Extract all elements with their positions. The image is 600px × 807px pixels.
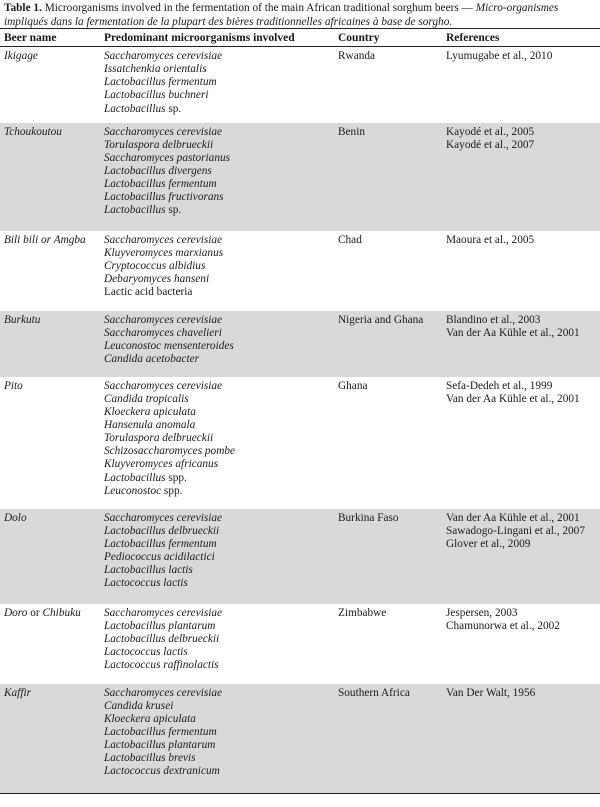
microorganism-name: Lactococcus lactis <box>104 645 188 658</box>
cell-beer-name <box>0 311 100 377</box>
cell-microorganisms <box>100 377 334 509</box>
cell-country: Nigeria and Ghana <box>334 311 442 377</box>
microorganism-name: Saccharomyces pastorianus <box>104 151 231 164</box>
cell-microorganisms <box>100 509 334 604</box>
microorganism-name: Kloeckera apiculata <box>104 405 196 418</box>
cell-beer-name <box>0 684 100 794</box>
cell-beer-name <box>0 231 100 311</box>
table-row <box>0 123 600 231</box>
table-container <box>0 28 600 794</box>
microorganism-item <box>104 445 334 458</box>
microorganism-name: Leuconostoc <box>104 484 162 497</box>
microorganism-name: Cryptococcus albidius <box>104 259 206 272</box>
microorganism-item <box>104 646 334 659</box>
cell-beer-name <box>0 47 100 123</box>
beer-name-text: Doro <box>4 606 28 619</box>
header-references: References <box>442 29 600 47</box>
microorganism-item <box>104 419 334 432</box>
microorganism-name: Candida tropicalis <box>104 392 189 405</box>
microorganism-item <box>104 620 334 633</box>
microorganism-suffix: sp. <box>165 204 182 217</box>
table-row <box>0 47 600 123</box>
microorganism-name: Lactobacillus delbrueckii <box>104 524 220 537</box>
cell-country: Ghana <box>338 379 368 392</box>
cell-microorganisms <box>100 47 334 123</box>
microorganism-item <box>104 607 334 620</box>
microorganism-name: Lactococcus raffinolactis <box>104 659 219 672</box>
microorganism-name: Saccharomyces cerevisiae <box>104 50 223 62</box>
reference-item: Chamunorwa et al., 2002 <box>446 619 560 632</box>
cell-beer-name <box>0 123 100 231</box>
microorganism-item <box>104 76 334 89</box>
caption-french: Micro-organismes impliqués dans la fermentation de la plupart des bières traditionnelles africaines à base de sorgho. <box>4 2 559 28</box>
microorganism-suffix: sp. <box>165 102 182 115</box>
microorganism-name: Lactobacillus delbrueckii <box>104 632 220 645</box>
beer-name-text: Chibuku <box>42 606 81 619</box>
microorganism-name: Lactobacillus fermentum <box>104 537 217 550</box>
microorganism-item <box>104 286 334 299</box>
cell-microorganisms <box>100 123 334 231</box>
microorganism-item <box>104 103 334 116</box>
reference-item: Kayodé et al., 2007 <box>446 138 535 151</box>
cell-country: Southern Africa <box>334 684 442 794</box>
microorganism-item <box>104 126 334 139</box>
table-row <box>0 311 600 377</box>
cell-microorganisms <box>100 604 334 684</box>
reference-item: Sawadogo-Lingani et al., 2007 <box>446 524 585 537</box>
cell-references <box>442 47 600 123</box>
microorganism-item <box>104 165 334 178</box>
microorganism-suffix: spp. <box>165 471 187 484</box>
microorganism-item <box>104 260 334 273</box>
microorganism-item <box>104 139 334 152</box>
beer-name-text: Burkutu <box>4 313 41 326</box>
cell-references <box>442 377 600 509</box>
microorganism-item <box>104 89 334 102</box>
cell-references <box>442 509 600 604</box>
beer-name-text: or <box>27 606 43 619</box>
table-row <box>0 231 600 311</box>
microorganism-item <box>104 380 334 393</box>
microorganism-name: Lactobacillus plantarum <box>104 739 216 752</box>
table-body <box>0 47 600 794</box>
table-row <box>0 684 600 794</box>
beer-name-text: Dolo <box>4 511 27 524</box>
microorganism-name: Lactobacillus plantarum <box>104 619 216 632</box>
microorganism-suffix: spp. <box>161 484 183 497</box>
microorganism-item <box>104 393 334 406</box>
microorganism-name: Lactobacillus lactis <box>104 564 193 577</box>
reference-item: Van Der Walt, 1956 <box>446 686 536 699</box>
microorganism-item <box>104 50 334 63</box>
microorganism-item <box>104 234 334 247</box>
microorganism-name: Lactobacillus <box>104 471 166 484</box>
microorganism-name: Candida acetobacter <box>104 352 200 365</box>
microorganism-name: Issatchenkia orientalis <box>104 63 207 76</box>
microorganism-name: Lactobacillus brevis <box>104 752 196 765</box>
header-microorganisms: Predominant microorganisms involved <box>100 29 334 47</box>
microorganism-item <box>104 633 334 646</box>
table-caption <box>4 1 598 29</box>
microorganism-item <box>104 687 334 700</box>
microorganism-item <box>104 314 334 327</box>
table-row <box>0 377 600 509</box>
microorganism-item <box>104 178 334 191</box>
cell-country: Benin <box>334 123 442 231</box>
microorganism-name: Hansenula anomala <box>104 418 196 431</box>
microorganism-name: Saccharomyces cerevisiae <box>104 686 223 699</box>
cell-references <box>442 311 600 377</box>
microorganism-name: Kloeckera apiculata <box>104 712 196 725</box>
microorganism-item <box>104 659 334 672</box>
reference-item: Van der Aa Kühle et al., 2001 <box>446 392 580 405</box>
caption-english: Microorganisms involved in the fermentation of the main African traditional sorghum beers — <box>44 2 473 14</box>
microorganism-item <box>104 191 334 204</box>
microorganism-item <box>104 353 334 366</box>
microorganism-item <box>104 512 334 525</box>
microorganism-name: Lactobacillus fermentum <box>104 178 217 191</box>
reference-item: Van der Aa Kühle et al., 2001 <box>446 326 580 339</box>
header-row <box>0 29 600 47</box>
microorganism-name: Torulaspora delbrueckii <box>104 432 214 445</box>
microorganism-item <box>104 739 334 752</box>
cell-country: Rwanda <box>338 50 376 62</box>
microorganism-item <box>104 273 334 286</box>
microorganism-name: Pediococcus acidilactici <box>104 550 215 563</box>
microorganisms-table <box>0 28 600 794</box>
microorganism-name: Saccharomyces cerevisiae <box>104 379 223 392</box>
microorganism-item <box>104 327 334 340</box>
microorganism-name: Lactobacillus <box>104 102 166 115</box>
cell-country: Burkina Faso <box>334 509 442 604</box>
microorganism-item <box>104 564 334 577</box>
cell-beer-name <box>0 377 100 509</box>
microorganism-name: Leuconostoc mensenteroides <box>104 339 234 352</box>
reference-item: Glover et al., 2009 <box>446 537 531 550</box>
microorganism-item <box>104 458 334 471</box>
reference-item: Maoura et al., 2005 <box>446 233 535 246</box>
reference-item: Jespersen, 2003 <box>446 606 518 619</box>
reference-item: Blandino et al., 2003 <box>446 313 541 326</box>
microorganism-item <box>104 485 334 498</box>
microorganism-item <box>104 406 334 419</box>
microorganism-item <box>104 204 334 217</box>
microorganism-item <box>104 713 334 726</box>
microorganism-name: Kluyveromyces marxianus <box>104 246 224 259</box>
microorganism-name: Lactic acid bacteria <box>104 286 193 299</box>
table-row <box>0 509 600 604</box>
microorganism-name: Lactobacillus fermentum <box>104 725 217 738</box>
microorganism-name: Schizosaccharomyces pombe <box>104 445 236 458</box>
caption-label: Table 1. <box>4 2 42 14</box>
cell-microorganisms <box>100 231 334 311</box>
microorganism-item <box>104 538 334 551</box>
microorganism-name: Debaryomyces hanseni <box>104 272 210 285</box>
cell-beer-name <box>0 604 100 684</box>
cell-microorganisms <box>100 684 334 794</box>
microorganism-item <box>104 726 334 739</box>
microorganism-name: Lactococcus lactis <box>104 577 188 590</box>
beer-name-text: Bili bili or Amgba <box>4 233 86 246</box>
microorganism-item <box>104 432 334 445</box>
reference-item: Kayodé et al., 2005 <box>446 125 535 138</box>
header-country: Country <box>334 29 442 47</box>
microorganism-name: Saccharomyces cerevisiae <box>104 313 223 326</box>
microorganism-item <box>104 752 334 765</box>
microorganism-item <box>104 340 334 353</box>
microorganism-name: Lactobacillus divergens <box>104 164 212 177</box>
cell-references <box>442 123 600 231</box>
cell-beer-name <box>0 509 100 604</box>
cell-country: Zimbabwe <box>338 606 387 619</box>
microorganism-name: Torulaspora delbrueckii <box>104 138 214 151</box>
cell-references <box>442 231 600 311</box>
cell-references <box>442 604 600 684</box>
cell-country: Chad <box>338 233 362 246</box>
microorganism-item <box>104 152 334 165</box>
microorganism-name: Lactobacillus fructivorans <box>104 191 224 204</box>
beer-name-text: Tchoukoutou <box>4 125 62 138</box>
microorganism-name: Lactococcus dextranicum <box>104 765 220 778</box>
microorganism-name: Candida krusei <box>104 699 174 712</box>
reference-item: Van der Aa Kühle et al., 2001 <box>446 511 580 524</box>
cell-references <box>442 684 600 794</box>
microorganism-name: Kluyveromyces africanus <box>104 458 219 471</box>
microorganism-name: Lactobacillus <box>104 204 166 217</box>
microorganism-item <box>104 525 334 538</box>
cell-microorganisms <box>100 311 334 377</box>
microorganism-item <box>104 765 334 778</box>
microorganism-name: Saccharomyces cerevisiae <box>104 233 223 246</box>
microorganism-item <box>104 700 334 713</box>
beer-name-text: Kaffir <box>4 686 31 699</box>
microorganism-item <box>104 551 334 564</box>
microorganism-item <box>104 472 334 485</box>
microorganism-name: Saccharomyces cerevisiae <box>104 125 223 138</box>
microorganism-name: Saccharomyces cerevisiae <box>104 606 223 619</box>
reference-item: Sefa-Dedeh et al., 1999 <box>446 379 553 392</box>
reference-item: Lyumugabe et al., 2010 <box>446 50 553 62</box>
microorganism-item <box>104 247 334 260</box>
microorganism-name: Saccharomyces chavelieri <box>104 326 222 339</box>
microorganism-name: Lactobacillus buchneri <box>104 89 209 102</box>
beer-name-text: Ikigage <box>4 50 38 62</box>
microorganism-item <box>104 63 334 76</box>
microorganism-name: Saccharomyces cerevisiae <box>104 511 223 524</box>
microorganism-item <box>104 577 334 590</box>
microorganism-name: Lactobacillus fermentum <box>104 76 217 89</box>
table-row <box>0 604 600 684</box>
beer-name-text: Pito <box>4 379 23 392</box>
header-beer-name: Beer name <box>0 29 100 47</box>
